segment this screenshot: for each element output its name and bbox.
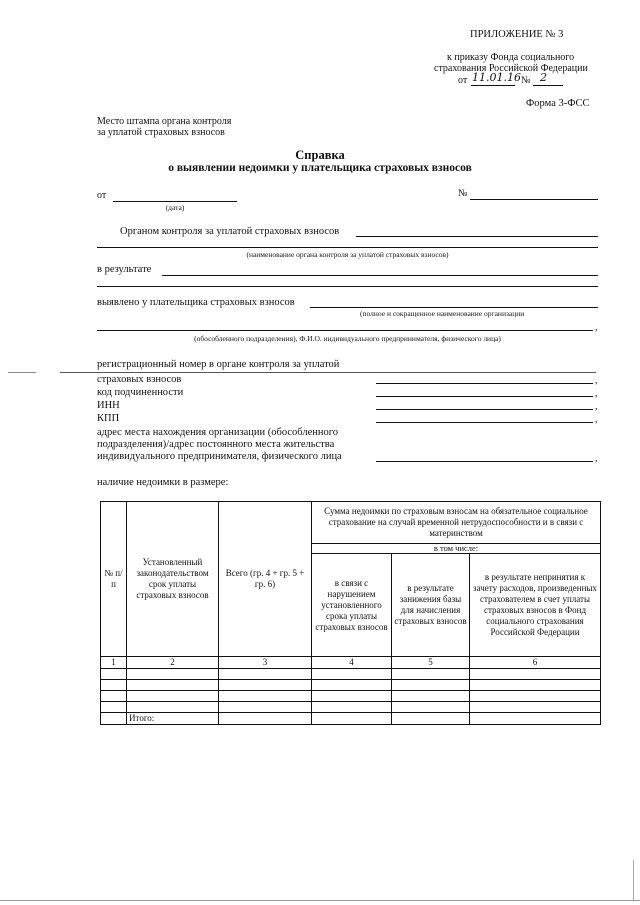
column-number: 4 [312, 657, 392, 669]
inn-field[interactable] [376, 409, 593, 410]
table-cell[interactable] [392, 680, 470, 691]
result-label: в результате [97, 264, 152, 275]
control-body-caption: (наименование органа контроля за уплатой страховых взносов) [246, 250, 449, 259]
total-cell[interactable] [312, 713, 392, 725]
inn-comma: , [595, 401, 598, 412]
table-cell[interactable] [470, 680, 601, 691]
order-date-underline [471, 85, 515, 86]
column-number: 1 [101, 657, 127, 669]
column-number: 5 [392, 657, 470, 669]
total-cell[interactable] [219, 713, 312, 725]
table-cell[interactable] [312, 669, 392, 680]
table-cell[interactable] [219, 669, 312, 680]
found-label: выявлено у плательщика страховых взносов [97, 297, 295, 308]
order-date-value: 11.01.16 [472, 71, 521, 84]
address-field[interactable] [376, 461, 593, 462]
kpp-comma: , [595, 414, 598, 425]
order-reference-line2: страхования Российской Федерации [434, 63, 588, 74]
table-cell[interactable] [312, 691, 392, 702]
result-field[interactable] [162, 275, 598, 276]
column-numbers-row [101, 657, 601, 669]
order-number-underline [533, 85, 563, 86]
branch-caption: (обособленного подразделения), Ф.И.О. индивидуального предпринимателя, физического лица) [194, 334, 501, 343]
table-cell[interactable] [101, 669, 127, 680]
table-row [101, 702, 601, 713]
table-row [101, 669, 601, 680]
col-header-including: в том числе: [312, 544, 601, 554]
subordination-code-field[interactable] [376, 396, 593, 397]
scan-rule-left [8, 372, 36, 373]
number-label: № [458, 188, 468, 199]
arrears-amount-label: наличие недоимки в размере: [97, 477, 229, 488]
table-cell[interactable] [470, 691, 601, 702]
control-body-field-line2[interactable] [97, 247, 598, 248]
table-cell[interactable] [470, 702, 601, 713]
address-comma: , [595, 453, 598, 464]
control-body-field[interactable] [356, 236, 598, 237]
col-header-total: Всего (гр. 4 + гр. 5 + гр. 6) [219, 502, 312, 657]
date-caption: (дата) [165, 203, 185, 212]
address-label-line3: индивидуального предпринимателя, физического лица [97, 451, 342, 462]
payer-name-field-line2[interactable] [97, 330, 593, 331]
table-cell[interactable] [219, 691, 312, 702]
reg-number-label-line1: регистрационный номер в органе контроля за уплатой [97, 359, 340, 370]
table-cell[interactable] [392, 669, 470, 680]
stamp-place-line2: за уплатой страховых взносов [97, 127, 225, 138]
table-cell[interactable] [392, 702, 470, 713]
col-header-arrears-group: Сумма недоимки по страховым взносам на обязательное социальное страхование на случай временной нетрудоспособности и в связи с материнством [312, 502, 601, 544]
table-row [101, 680, 601, 691]
inn-label: ИНН [97, 400, 120, 411]
column-number: 2 [127, 657, 219, 669]
total-cell[interactable] [392, 713, 470, 725]
subordination-code-label: код подчиненности [97, 387, 184, 398]
reg-number-comma: , [595, 375, 598, 386]
payer-name-field[interactable] [310, 307, 598, 308]
order-date-prefix: от [458, 75, 468, 86]
total-label: Итого: [127, 713, 219, 725]
table-cell[interactable] [312, 680, 392, 691]
table-cell[interactable] [392, 691, 470, 702]
subordination-code-comma: , [595, 388, 598, 399]
appendix-title: ПРИЛОЖЕНИЕ № 3 [470, 29, 564, 40]
org-name-caption: (полное и сокращенное наименование организации [360, 309, 525, 318]
payer-name-comma: , [595, 322, 598, 333]
document-title: Справка [295, 148, 345, 162]
arrears-table [100, 501, 601, 725]
table-cell [101, 713, 127, 725]
total-row [101, 713, 601, 725]
number-field[interactable] [470, 199, 598, 200]
result-field-line2[interactable] [97, 286, 598, 287]
table-cell[interactable] [219, 680, 312, 691]
reg-number-field[interactable] [376, 383, 593, 384]
table-cell[interactable] [101, 680, 127, 691]
col-header-late-payment: в связи с нарушением установленного срока уплаты страховых взносов [312, 554, 392, 657]
table-cell[interactable] [101, 691, 127, 702]
col-header-rejected-expenses: в результате непринятия к зачету расходов, произведенных страхователем в счет уплаты страховых взносов в Фонд социального страхования Российской Федерации [470, 554, 601, 657]
scan-edge-right [633, 860, 634, 900]
scan-edge-bottom [0, 900, 640, 901]
table-cell[interactable] [127, 691, 219, 702]
table-cell[interactable] [312, 702, 392, 713]
stamp-place-line1: Место штампа органа контроля [97, 116, 232, 127]
kpp-field[interactable] [376, 422, 593, 423]
column-number: 3 [219, 657, 312, 669]
table-cell[interactable] [101, 702, 127, 713]
address-label-line2: подразделения)/адрес постоянного места жительства [97, 439, 335, 450]
total-cell[interactable] [470, 713, 601, 725]
address-label-line1: адрес места нахождения организации (обособленного [97, 427, 339, 438]
table-row [101, 691, 601, 702]
col-header-understated-base: в результате занижения базы для начисления страховых взносов [392, 554, 470, 657]
table-cell[interactable] [127, 669, 219, 680]
col-header-number: № п/п [101, 502, 127, 657]
table-cell[interactable] [127, 680, 219, 691]
order-reference-line1: к приказу Фонда социального [447, 52, 575, 63]
reg-number-label-line2: страховых взносов [97, 374, 182, 385]
order-number-value: 2 [540, 71, 547, 84]
table-cell[interactable] [219, 702, 312, 713]
table-cell[interactable] [127, 702, 219, 713]
document-subtitle: о выявлении недоимки у плательщика страховых взносов [168, 162, 472, 174]
table-cell[interactable] [470, 669, 601, 680]
column-number: 6 [470, 657, 601, 669]
control-body-label: Органом контроля за уплатой страховых взносов [120, 226, 340, 237]
col-header-deadline: Установленный законодательством срок уплаты страховых взносов [127, 502, 219, 657]
reg-number-rule [60, 372, 596, 373]
form-code: Форма 3-ФСС [526, 98, 590, 109]
from-label: от [97, 190, 107, 201]
order-number-prefix: № [521, 75, 531, 86]
date-field[interactable] [113, 201, 237, 202]
kpp-label: КПП [97, 413, 120, 424]
